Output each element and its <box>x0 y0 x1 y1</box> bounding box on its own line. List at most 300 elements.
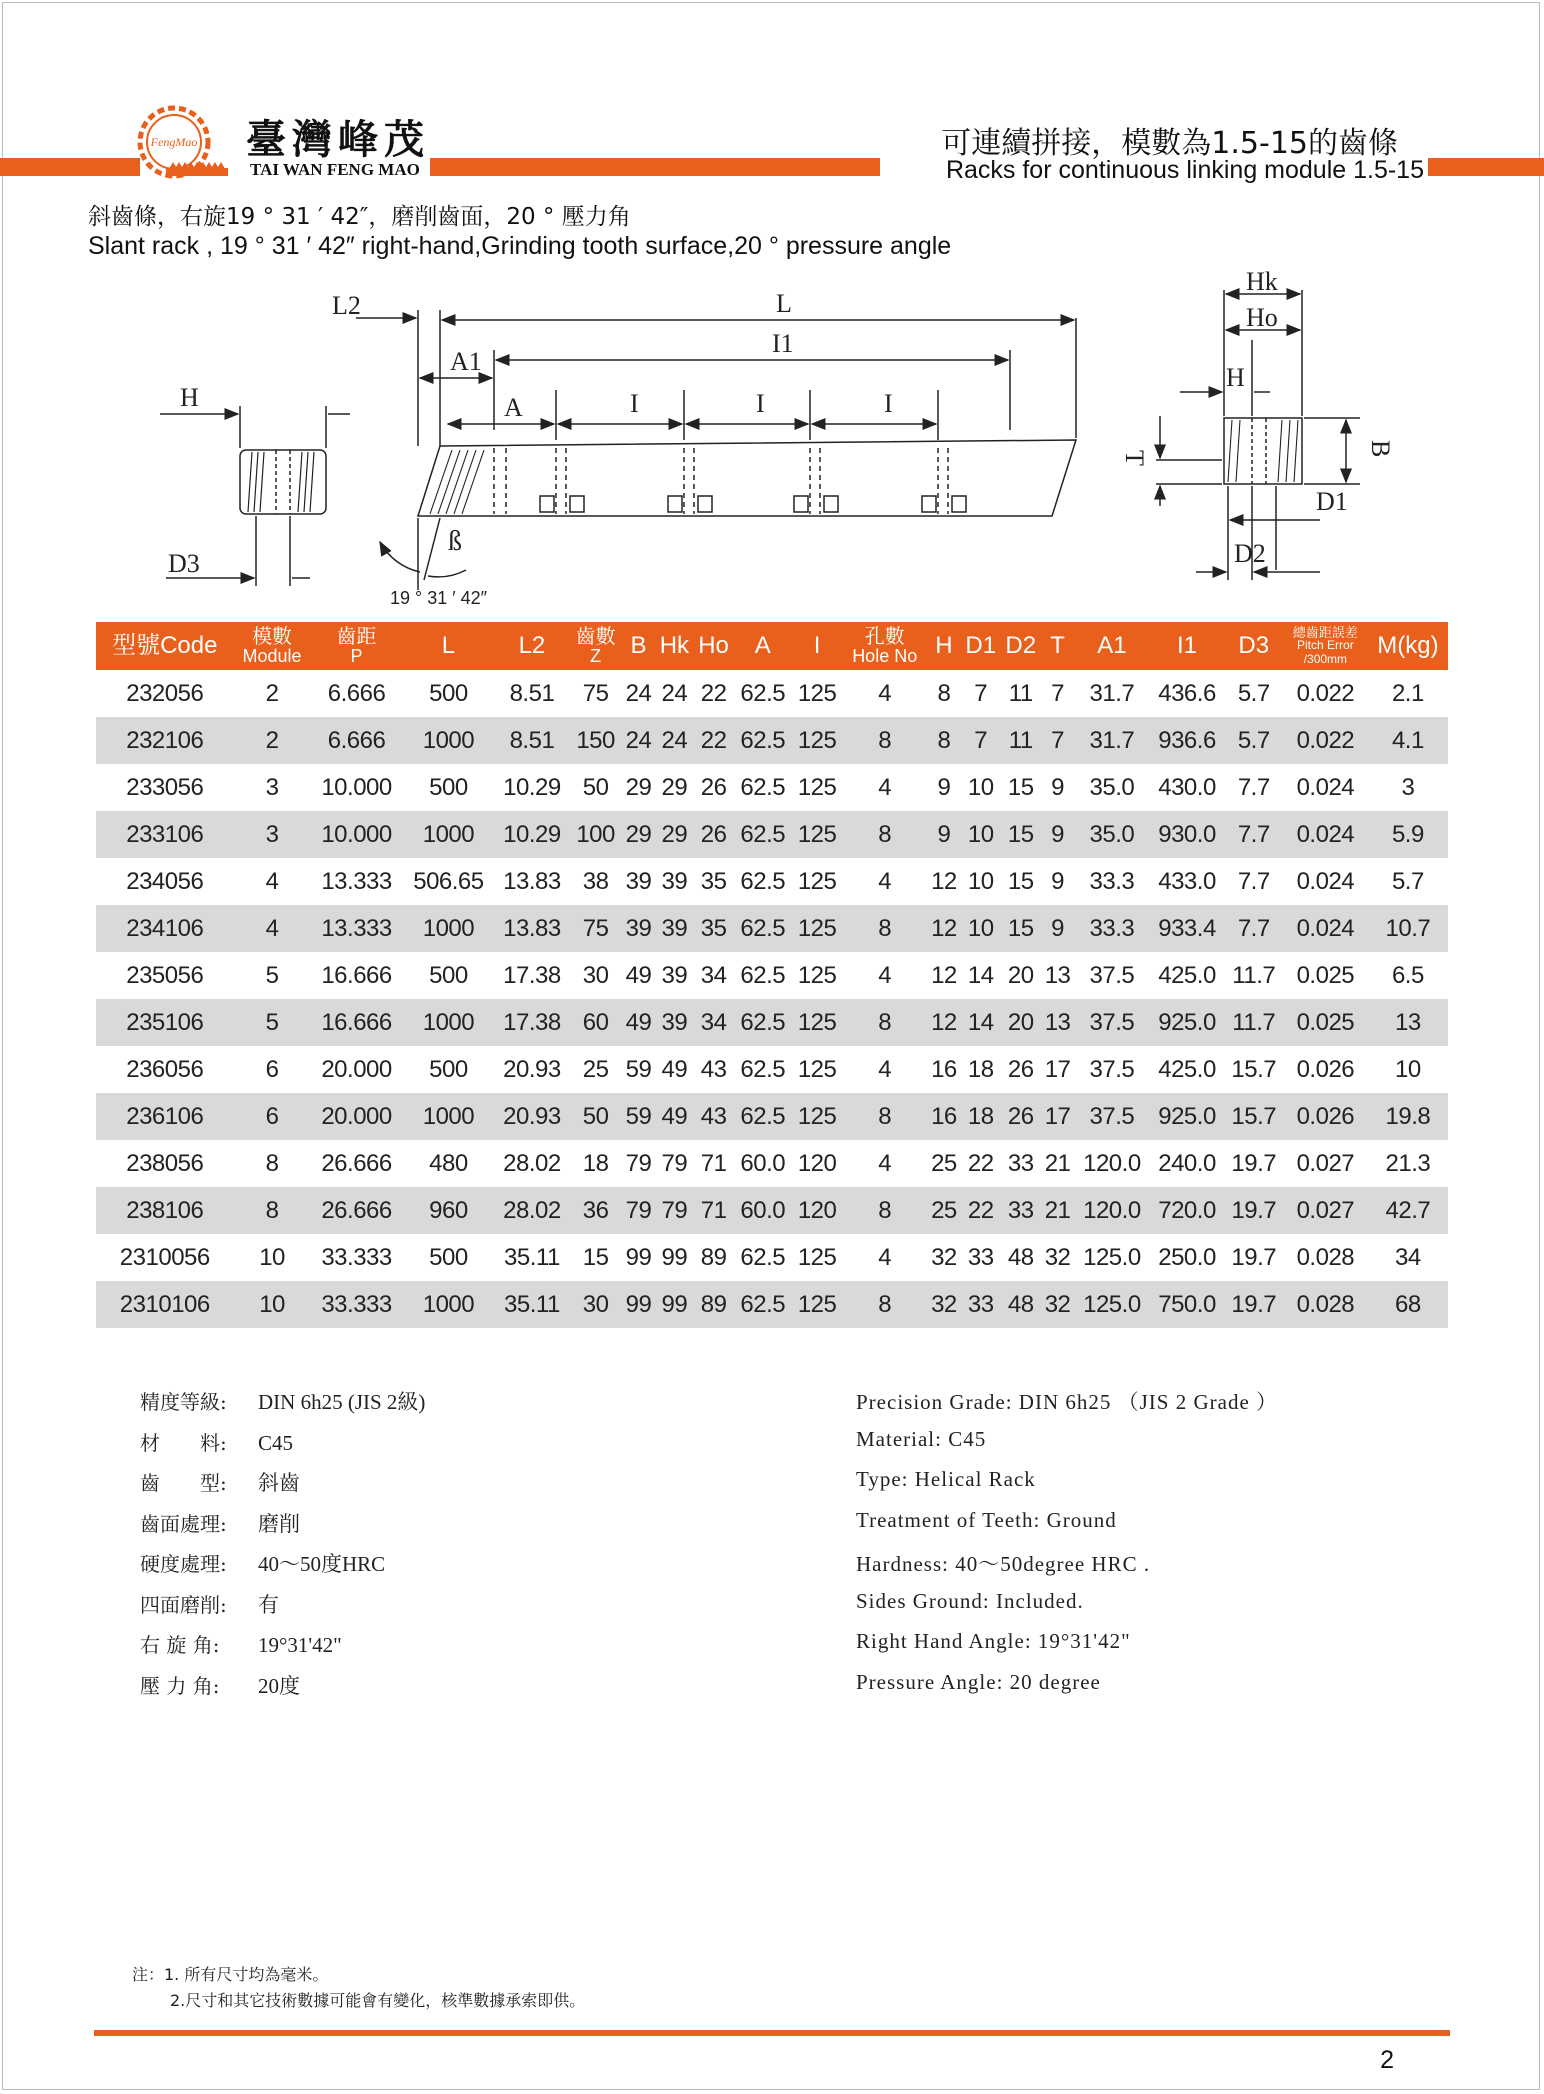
table-cell: 28.02 <box>494 1187 569 1234</box>
column-header: D1 <box>961 622 1001 670</box>
table-cell: 8 <box>842 905 927 952</box>
fengmao-logo <box>136 104 228 180</box>
table-cell: 125.0 <box>1083 1243 1141 1271</box>
table-cell: 10 <box>259 1243 285 1271</box>
table-row <box>96 1281 1448 1328</box>
spec-item-cn <box>140 1629 425 1670</box>
table-cell: 2 <box>234 717 311 764</box>
table-cell: 5 <box>234 999 311 1046</box>
table-cell: 62.5 <box>740 867 786 895</box>
table-cell: 500 <box>429 679 468 707</box>
table-cell: 5.7 <box>1237 679 1270 707</box>
table-cell: 234056 <box>126 867 204 895</box>
table-row <box>96 1234 1448 1281</box>
spec-key: 硬度處理: <box>140 1552 227 1576</box>
table-cell: 0.024 <box>1283 811 1368 858</box>
table-cell: 236106 <box>96 1093 234 1140</box>
table-row <box>96 952 1448 999</box>
table-cell: 2 <box>265 679 279 707</box>
table-cell: 8.51 <box>509 679 555 707</box>
spec-value: DIN 6h25 (JIS 2級) <box>258 1390 426 1414</box>
column-header-cn: 模數 <box>252 626 293 648</box>
table-row <box>96 1140 1448 1187</box>
table-cell: 13.333 <box>311 905 403 952</box>
label-L2: L2 <box>332 291 361 320</box>
table-cell: 7 <box>1041 717 1075 764</box>
table-cell: 29 <box>625 773 652 801</box>
table-cell: 0.022 <box>1283 717 1368 764</box>
table-row <box>96 858 1448 905</box>
table-cell: 4 <box>878 867 892 895</box>
label-angle: 19 ° 31 ′ 42″ <box>390 588 488 608</box>
table-cell: 232106 <box>96 717 234 764</box>
table-cell: 79 <box>622 1187 656 1234</box>
table-cell: 0.024 <box>1296 867 1355 895</box>
table-cell: 125 <box>797 867 837 895</box>
table-cell: 1000 <box>402 999 494 1046</box>
table-cell: 18 <box>967 1055 994 1083</box>
table-cell: 125 <box>792 999 842 1046</box>
table-cell: 10.000 <box>311 811 403 858</box>
table-cell: 433.0 <box>1158 867 1216 895</box>
table-cell: 100 <box>570 811 622 858</box>
table-cell: 235056 <box>126 961 204 989</box>
table-cell: 34 <box>1395 1243 1421 1271</box>
spec-item-cn <box>140 1670 425 1711</box>
spec-value: 有 <box>258 1592 279 1617</box>
table-cell: 37.5 <box>1074 999 1149 1046</box>
table-cell: 0.025 <box>1283 999 1368 1046</box>
column-header: D3 <box>1225 622 1283 670</box>
table-cell: 20.000 <box>311 1093 403 1140</box>
table-cell: 125 <box>792 811 842 858</box>
spec-key: 右 旋 角: <box>140 1633 220 1657</box>
table-row <box>96 717 1448 764</box>
table-cell: 8 <box>927 717 961 764</box>
table-cell: 12 <box>927 999 961 1046</box>
table-cell: 125 <box>797 961 837 989</box>
spec-item-en: Hardness: 40～50degree HRC . <box>856 1552 1151 1576</box>
table-cell: 49 <box>661 1055 688 1083</box>
specs-cn <box>140 1386 425 1710</box>
table-cell: 49 <box>655 1093 693 1140</box>
rack-technical-drawing <box>0 270 1544 620</box>
spec-item-cn <box>140 1467 425 1508</box>
spec-key: 精度等級: <box>140 1390 227 1414</box>
table-cell: 11 <box>1008 679 1033 707</box>
table-row <box>96 764 1448 811</box>
column-header: M(kg) <box>1368 622 1448 670</box>
table-cell: 10 <box>961 811 1001 858</box>
table-cell: 5.9 <box>1368 811 1448 858</box>
spec-item-cn <box>140 1427 425 1468</box>
footnote <box>132 1962 585 2014</box>
table-cell: 34 <box>694 999 734 1046</box>
table-cell: 13.83 <box>503 867 561 895</box>
table-cell: 0.027 <box>1296 1149 1355 1177</box>
table-cell: 5 <box>265 961 279 989</box>
table-cell: 18 <box>961 1093 1001 1140</box>
table-cell: 4 <box>878 773 892 801</box>
table-cell: 9 <box>1041 811 1075 858</box>
table-cell: 24 <box>655 717 693 764</box>
column-header: L2 <box>494 622 569 670</box>
table-cell: 1000 <box>402 1281 494 1328</box>
label-Ho: Ho <box>1246 303 1278 332</box>
table-cell: 1000 <box>402 1093 494 1140</box>
table-cell: 9 <box>937 773 951 801</box>
table-cell: 125.0 <box>1074 1281 1149 1328</box>
table-cell: 14 <box>967 961 994 989</box>
spec-item-en: Material: C45 <box>856 1426 987 1451</box>
table-cell: 99 <box>625 1243 652 1271</box>
table-cell: 8.51 <box>494 717 569 764</box>
table-cell: 48 <box>1001 1281 1041 1328</box>
table-cell: 10 <box>961 905 1001 952</box>
table-cell: 30 <box>582 961 609 989</box>
table-cell: 933.4 <box>1149 905 1224 952</box>
table-cell: 60.0 <box>740 1149 786 1177</box>
table-cell: 4 <box>878 1149 892 1177</box>
table-cell: 150 <box>570 717 622 764</box>
table-cell: 15 <box>582 1243 609 1271</box>
table-cell: 21 <box>1041 1187 1075 1234</box>
table-cell: 500 <box>429 961 468 989</box>
table-cell: 10.29 <box>503 773 561 801</box>
column-header-en: Z <box>590 646 602 666</box>
table-cell: 22 <box>967 1149 994 1177</box>
table-cell: 12 <box>931 961 957 989</box>
label-D2: D2 <box>1234 539 1266 568</box>
page-number: 2 <box>1380 2046 1394 2074</box>
column-header: H <box>927 622 961 670</box>
table-cell: 7 <box>1051 679 1064 707</box>
table-cell: 3 <box>265 773 279 801</box>
table-cell: 120 <box>792 1187 842 1234</box>
table-cell: 1000 <box>402 905 494 952</box>
table-cell: 235106 <box>96 999 234 1046</box>
table-cell: 26.666 <box>311 1187 403 1234</box>
table-cell: 238056 <box>126 1149 204 1177</box>
table-cell: 0.028 <box>1296 1243 1355 1271</box>
table-cell: 38 <box>582 867 609 895</box>
table-cell: 25 <box>927 1187 961 1234</box>
table-cell: 21 <box>1044 1149 1071 1177</box>
table-cell: 2310106 <box>96 1281 234 1328</box>
label-B: B <box>1366 440 1395 458</box>
table-cell: 5.7 <box>1391 867 1424 895</box>
label-I-2: I <box>756 389 765 418</box>
table-cell: 39 <box>655 905 693 952</box>
table-cell: 32 <box>1044 1243 1071 1271</box>
table-cell: 26.666 <box>321 1149 392 1177</box>
table-cell: 71 <box>694 1187 734 1234</box>
table-cell: 7.7 <box>1237 867 1270 895</box>
table-cell: 9 <box>927 811 961 858</box>
table-cell: 19.7 <box>1225 1187 1283 1234</box>
table-cell: 75 <box>582 679 609 707</box>
table-cell: 37.5 <box>1089 961 1135 989</box>
table-cell: 125 <box>797 1243 837 1271</box>
table-cell: 33.333 <box>311 1281 403 1328</box>
spec-item-cn <box>140 1508 425 1549</box>
table-body <box>96 670 1448 1328</box>
spec-key: 四面磨削: <box>140 1592 227 1617</box>
header-bar-left <box>0 158 140 176</box>
table-cell: 8 <box>265 1149 279 1177</box>
table-cell: 125 <box>792 1093 842 1140</box>
table-cell: 4 <box>234 905 311 952</box>
subtitle-cn: 斜齒條，右旋19 ° 31 ′ 42″，磨削齒面，20 ° 壓力角 <box>88 204 631 230</box>
table-cell: 6.666 <box>311 717 403 764</box>
footnote-line-1: 注：1. 所有尺寸均為毫米。 <box>132 1965 329 1984</box>
column-header <box>842 622 927 670</box>
column-header-cn: 總齒距誤差 <box>1292 624 1358 640</box>
spec-item-en: Sides Ground: Included. <box>856 1588 1084 1613</box>
table-cell: 31.7 <box>1074 717 1149 764</box>
table-cell: 720.0 <box>1149 1187 1224 1234</box>
table-cell: 7.7 <box>1225 905 1283 952</box>
column-header <box>1283 622 1368 670</box>
column-header: A <box>734 622 792 670</box>
table-cell: 4 <box>878 1243 892 1271</box>
table-cell: 43 <box>694 1093 734 1140</box>
table-cell: 71 <box>700 1149 727 1177</box>
table-cell: 26 <box>1001 1093 1041 1140</box>
brand-name-en: TAI WAN FENG MAO <box>250 160 420 179</box>
column-header: D2 <box>1001 622 1041 670</box>
table-cell: 35.11 <box>494 1281 569 1328</box>
table-cell: 6.5 <box>1391 961 1424 989</box>
table-row <box>96 1046 1448 1093</box>
table-cell: 19.7 <box>1231 1149 1277 1177</box>
spec-item-en: Pressure Angle: 20 degree <box>856 1669 1101 1694</box>
spec-value: C45 <box>258 1430 294 1455</box>
column-header-en: Module <box>242 646 302 666</box>
table-cell: 10 <box>967 867 994 895</box>
table-cell: 62.5 <box>740 1055 786 1083</box>
table-cell: 15.7 <box>1225 1093 1283 1140</box>
column-header: Hk <box>655 622 693 670</box>
table-cell: 32 <box>927 1281 961 1328</box>
column-header <box>234 622 311 670</box>
table-cell: 79 <box>625 1149 652 1177</box>
table-cell: 49 <box>625 961 652 989</box>
table-cell: 29 <box>661 773 688 801</box>
table-cell: 14 <box>961 999 1001 1046</box>
spec-item-en: Precision Grade: DIN 6h25 （JIS 2 Grade ） <box>856 1390 1279 1414</box>
label-L: L <box>776 289 792 318</box>
header-bar-right <box>1428 158 1544 176</box>
table-cell: 26 <box>694 811 734 858</box>
column-header-en: /300mm <box>1303 651 1348 666</box>
table-cell: 59 <box>625 1055 652 1083</box>
table-cell: 13.83 <box>494 905 569 952</box>
table-cell: 62.5 <box>740 679 786 707</box>
table-cell: 49 <box>622 999 656 1046</box>
table-cell: 0.027 <box>1283 1187 1368 1234</box>
table-cell: 3 <box>1401 773 1415 801</box>
table-cell: 936.6 <box>1149 717 1224 764</box>
table-cell: 238106 <box>96 1187 234 1234</box>
table-cell: 16 <box>931 1055 957 1083</box>
table-cell: 39 <box>622 905 656 952</box>
table-cell: 2.1 <box>1391 679 1424 707</box>
table-cell: 7 <box>974 679 988 707</box>
table-cell: 26 <box>700 773 727 801</box>
table-cell: 234106 <box>96 905 234 952</box>
table-cell: 10 <box>234 1281 311 1328</box>
table-cell: 6 <box>265 1055 279 1083</box>
header-bar-mid <box>430 158 880 176</box>
table-cell: 4 <box>878 679 892 707</box>
table-cell: 35 <box>694 905 734 952</box>
table-cell: 125 <box>797 1055 837 1083</box>
table-cell: 34 <box>700 961 727 989</box>
footer-bar <box>94 2030 1450 2036</box>
table-row <box>96 811 1448 858</box>
table-cell: 240.0 <box>1158 1149 1216 1177</box>
table-cell: 8 <box>842 999 927 1046</box>
table-cell: 75 <box>570 905 622 952</box>
table-cell: 15 <box>1001 905 1041 952</box>
spec-item-en: Right Hand Angle: 19°31'42" <box>856 1629 1131 1653</box>
table-cell: 20.93 <box>503 1055 561 1083</box>
spec-key: 材 料: <box>140 1430 227 1455</box>
table-cell: 17 <box>1041 1093 1075 1140</box>
table-cell: 500 <box>429 773 468 801</box>
table-cell: 19.7 <box>1231 1243 1277 1271</box>
spec-item-cn <box>140 1589 425 1630</box>
table-cell: 12 <box>927 905 961 952</box>
table-cell: 99 <box>661 1243 688 1271</box>
table-cell: 19.8 <box>1368 1093 1448 1140</box>
table-cell: 6.666 <box>327 679 386 707</box>
table-cell: 0.024 <box>1283 905 1368 952</box>
spec-key: 壓 力 角: <box>140 1673 220 1698</box>
table-cell: 5.7 <box>1225 717 1283 764</box>
table-cell: 8 <box>937 679 951 707</box>
label-beta: ß <box>448 526 462 557</box>
page-title-en: Racks for continuous linking module 1.5-15 <box>945 156 1424 184</box>
spec-key: 齒 型: <box>140 1471 227 1495</box>
table-cell: 7 <box>961 717 1001 764</box>
table-cell: 21.3 <box>1385 1149 1431 1177</box>
table-cell: 125 <box>792 717 842 764</box>
column-header: A1 <box>1074 622 1149 670</box>
table-cell: 0.024 <box>1296 773 1355 801</box>
table-cell: 7.7 <box>1237 773 1270 801</box>
table-cell: 68 <box>1368 1281 1448 1328</box>
table-cell: 22 <box>700 679 727 707</box>
table-cell: 233106 <box>96 811 234 858</box>
label-T: T <box>1120 450 1149 466</box>
table-cell: 22 <box>694 717 734 764</box>
table-cell: 8 <box>842 1187 927 1234</box>
table-cell: 125 <box>792 905 842 952</box>
table-cell: 62.5 <box>740 1243 786 1271</box>
spec-value: 40～50度HRC <box>258 1552 386 1576</box>
table-cell: 750.0 <box>1149 1281 1224 1328</box>
table-cell: 39 <box>661 961 688 989</box>
table-cell: 1000 <box>402 811 494 858</box>
column-header: I1 <box>1149 622 1224 670</box>
column-header-en: P <box>350 646 363 666</box>
table-cell: 33.333 <box>321 1243 392 1271</box>
table-cell: 24 <box>622 717 656 764</box>
table-cell: 10.29 <box>494 811 569 858</box>
table-cell: 125 <box>797 679 837 707</box>
table-row <box>96 905 1448 952</box>
column-header-cn: 齒數 <box>575 626 616 648</box>
table-cell: 11.7 <box>1232 961 1276 989</box>
column-header <box>570 622 622 670</box>
table-cell: 0.022 <box>1296 679 1355 707</box>
label-D3: D3 <box>168 549 200 578</box>
table-cell: 500 <box>429 1055 468 1083</box>
table-cell: 24 <box>625 679 652 707</box>
label-D1: D1 <box>1316 487 1348 516</box>
table-cell: 233056 <box>126 773 204 801</box>
table-cell: 120.0 <box>1083 1149 1141 1177</box>
table-cell: 60 <box>570 999 622 1046</box>
spec-value: 磨削 <box>258 1511 300 1536</box>
brand-name-cn: 臺灣峰茂 <box>246 116 430 163</box>
column-header-cn: 齒距 <box>336 626 377 648</box>
subtitle-en: Slant rack , 19 ° 31 ′ 42″ right-hand,Grinding tooth surface,20 ° pressure angle <box>88 232 952 260</box>
table-cell: 16.666 <box>311 999 403 1046</box>
table-cell: 4.1 <box>1368 717 1448 764</box>
spec-item-en: Type: Helical Rack <box>856 1467 1036 1491</box>
label-I-1: I <box>630 389 639 418</box>
table-cell: 79 <box>655 1187 693 1234</box>
spec-value: 19°31'42" <box>258 1633 342 1657</box>
table-cell: 0.026 <box>1296 1055 1355 1083</box>
table-cell: 1000 <box>402 717 494 764</box>
table-cell: 6 <box>234 1093 311 1140</box>
table-cell: 436.6 <box>1158 679 1216 707</box>
table-cell: 50 <box>582 773 609 801</box>
table-cell: 13 <box>1044 961 1071 989</box>
table-cell: 35.0 <box>1089 773 1135 801</box>
table-header-row <box>96 622 1448 670</box>
table-cell: 9 <box>1041 905 1075 952</box>
table-cell: 15 <box>1007 867 1034 895</box>
table-cell: 62.5 <box>740 961 786 989</box>
table-cell: 930.0 <box>1149 811 1224 858</box>
table-cell: 33.3 <box>1089 867 1135 895</box>
label-H-right: H <box>1226 363 1245 392</box>
table-cell: 10.7 <box>1368 905 1448 952</box>
table-cell: 10.000 <box>321 773 392 801</box>
table-cell: 32 <box>931 1243 957 1271</box>
table-cell: 24 <box>661 679 688 707</box>
table-cell: 25 <box>582 1055 609 1083</box>
table-cell: 4 <box>265 867 279 895</box>
label-A: A <box>504 393 523 422</box>
label-Hk: Hk <box>1246 270 1278 296</box>
svg-text:FengMao: FengMao <box>150 135 198 149</box>
table-cell: 430.0 <box>1158 773 1216 801</box>
footnote-line-2: 2.尺寸和其它技術數據可能會有變化，核準數據承索即供。 <box>170 1991 586 2010</box>
table-cell: 17.38 <box>503 961 561 989</box>
table-cell: 480 <box>429 1149 468 1177</box>
table-cell: 8 <box>842 1281 927 1328</box>
column-header <box>311 622 403 670</box>
label-A1: A1 <box>450 347 482 376</box>
table-cell: 425.0 <box>1158 1055 1216 1083</box>
table-cell: 425.0 <box>1158 961 1216 989</box>
